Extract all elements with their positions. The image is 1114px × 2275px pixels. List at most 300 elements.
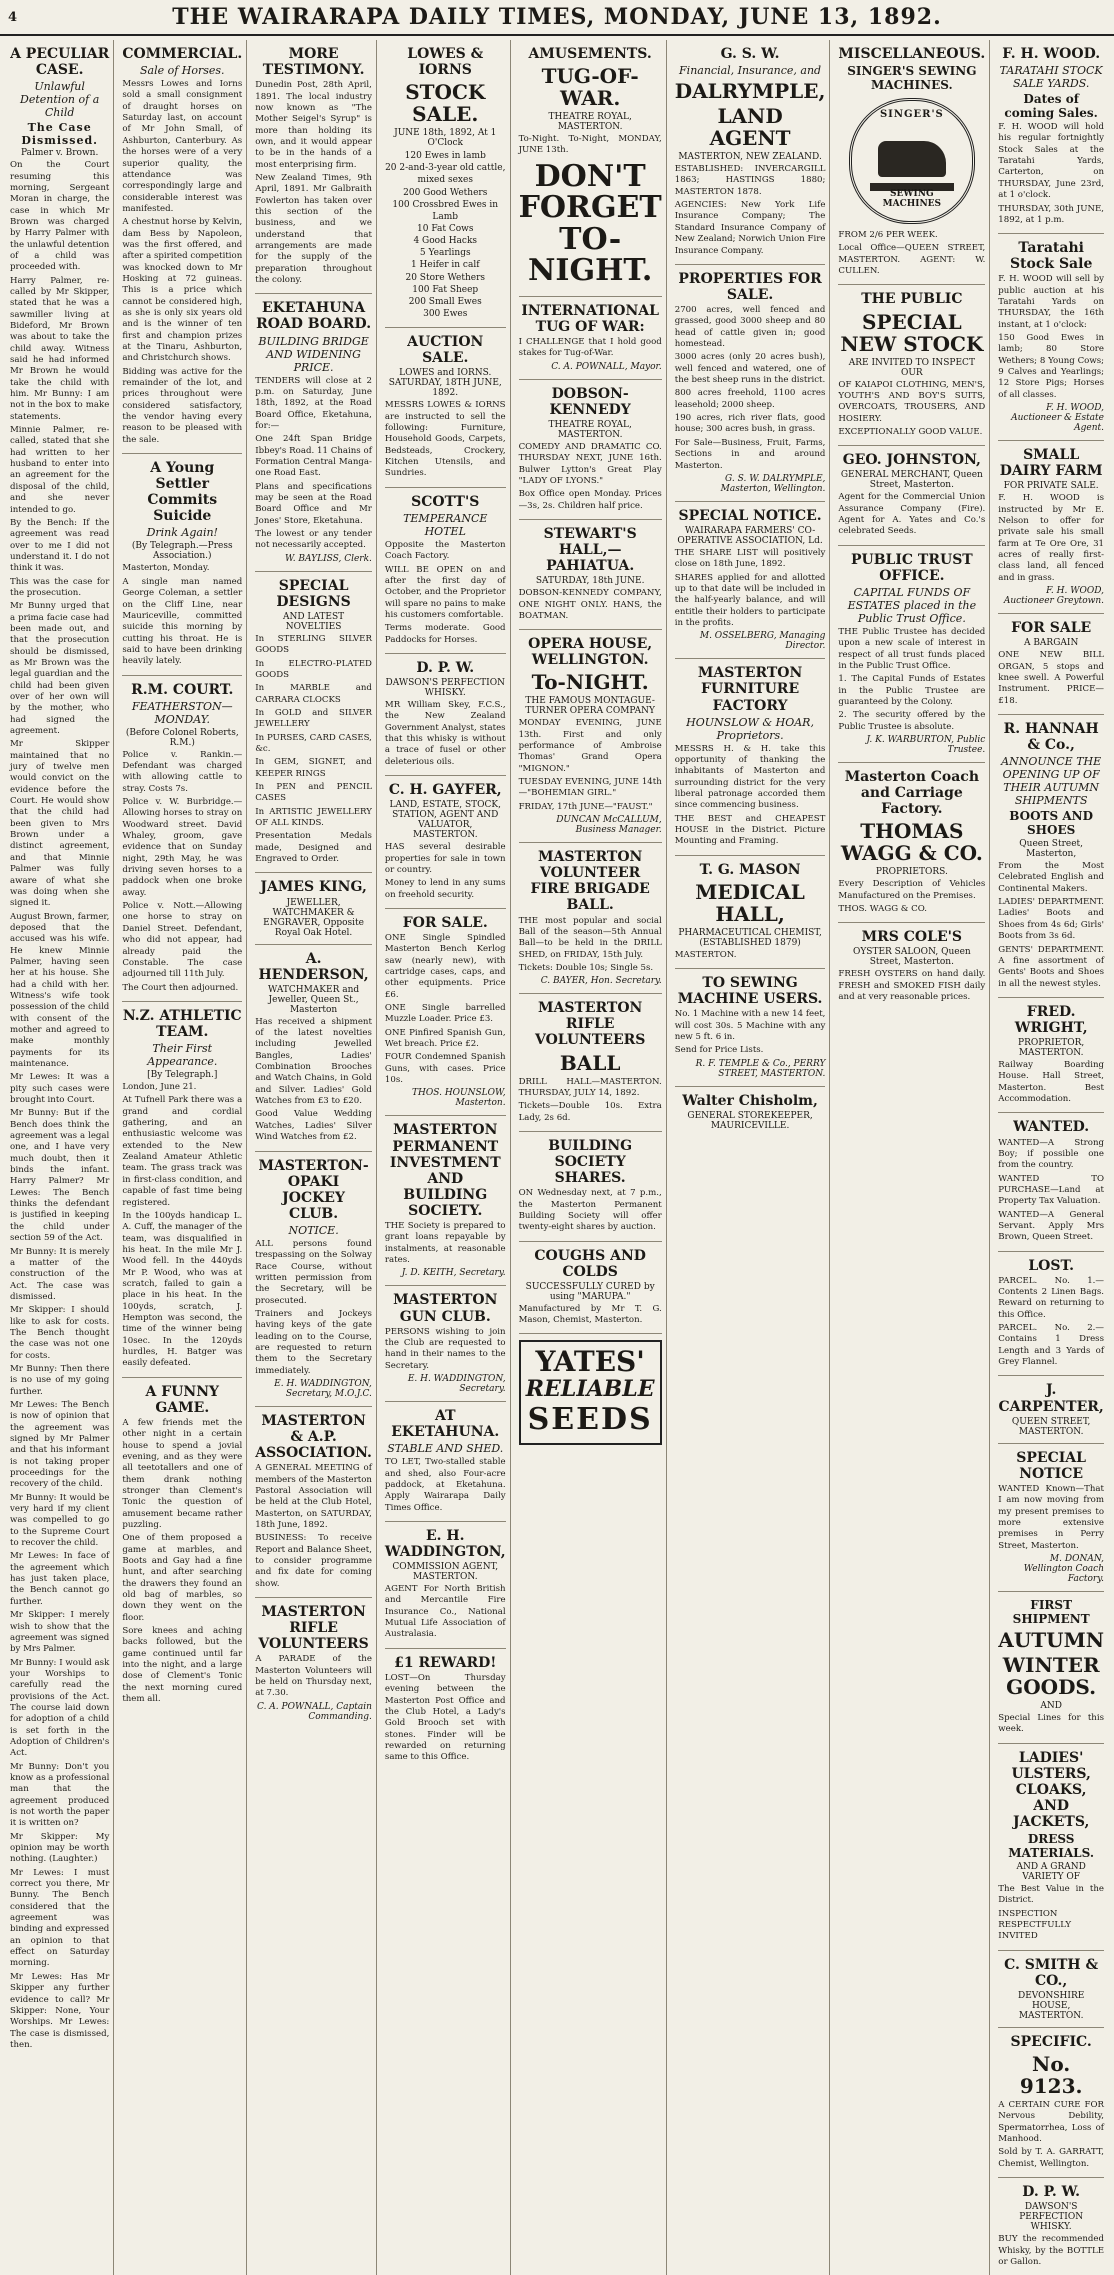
advertisement <box>998 1376 1104 1443</box>
ad-subheading: STABLE AND SHED. <box>387 1442 504 1456</box>
article-paragraph: In ELECTRO-PLATED GOODS <box>255 658 372 680</box>
ad-heading: R. HANNAH & Co., <box>1003 720 1099 753</box>
newspaper-column <box>118 40 247 2275</box>
stock-list-item: 300 Ewes <box>423 309 468 320</box>
article-paragraph: Masterton, Monday. <box>122 563 210 574</box>
article-paragraph: MESSRS LOWES & IORNS are instructed to sell the following: Furniture, Household Goods, Carpets, Bedsteads, Crockery, Kitchen Utensils, and Sundries. <box>384 400 506 479</box>
article-paragraph: AGENCIES: New York Life Insurance Company; The Standard Insurance Company of New Zealand; Norwich Union Fire Insurance Company. <box>674 200 826 256</box>
article-paragraph: AGENT For North British and Mercantile Fire Insurance Co., National Mutual Life Association of Australasia. <box>384 1584 506 1640</box>
advertisement <box>385 1649 506 1771</box>
article-paragraph: TUESDAY EVENING, JUNE 14th—"BOHEMIAN GIRL." <box>518 777 662 799</box>
advertisement <box>519 994 662 1132</box>
article-paragraph: FOUR Condemned Spanish Guns, with cases. Price 10s. <box>384 1052 506 1086</box>
ad-heading: MASTERTON & A.P. ASSOCIATION. <box>255 1413 372 1462</box>
ad-heading-secondary: FIRST SHIPMENT <box>1012 1597 1090 1626</box>
stock-list-item: 100 Crossbred Ewes in Lamb <box>392 199 499 222</box>
newspaper-column <box>251 40 377 2275</box>
ad-subheading: TEMPERANCE HOTEL <box>403 511 488 538</box>
ad-note: SUCCESSFULLY CURED by using "MARUPA." <box>525 1281 655 1302</box>
ad-note: DAWSON'S PERFECTION WHISKY. <box>385 678 505 699</box>
ad-heading: MASTERTON-OPAKI JOCKEY CLUB. <box>258 1157 369 1222</box>
article-paragraph: SHARES applied for and allotted up to that date will be included in the half-yearly balance, and will entitle their holders to participate in the profits. <box>674 572 826 628</box>
article-paragraph: MONDAY EVENING, JUNE 13th. First and only performance of Ambroise Thomas' Grand Opera "MIGNON." <box>518 718 662 774</box>
advertisement <box>385 1522 506 1649</box>
article-paragraph: Mr Skipper maintained that no jury of twelve men would convict on the evidence before the Court. He would show that the child had been given to Mrs Brown under a distinct agreement, and that Minnie Palmer was fully aware of what she was doing when she signed it. <box>10 739 110 909</box>
article-paragraph: One 24ft Span Bridge Ibbey's Road. 11 Chains of Formation Central Manga-one Road East. <box>255 434 372 479</box>
article-paragraph: LADIES' DEPARTMENT. Ladies' Boots and Shoes from 4s 6d; Girls' Boots from 3s 6d. <box>998 897 1104 942</box>
article-paragraph: Every Description of Vehicles Manufactured on the Premises. <box>838 879 986 901</box>
ad-heading-secondary: SINGER'S SEWING MACHINES. <box>847 64 977 93</box>
ad-heading: MASTERTON FURNITURE FACTORY <box>697 665 803 714</box>
article-paragraph: Plans and specifications may be seen at the Road Board Office and Mr Jones' Store, Eketahuna. <box>255 481 372 526</box>
ad-display-line: To-NIGHT. <box>531 670 649 695</box>
article-paragraph: A single man named George Coleman, a settler on the Cliff Line, near Mauriceville, committed suicide this morning by cutting his throat. He is said to have been drinking heavily lately. <box>122 576 243 667</box>
advertisement <box>385 909 506 1117</box>
article-paragraph: Tickets: Double 10s; Single 5s. <box>518 962 654 973</box>
advertisement <box>675 659 826 855</box>
advertisement <box>998 715 1104 998</box>
advertisement <box>385 40 506 328</box>
stock-list-item: 120 Ewes in lamb <box>404 151 486 162</box>
advertisement <box>838 763 985 923</box>
newspaper-column <box>515 40 667 2275</box>
article-paragraph: Agent for the Commercial Union Assurance Company (Fire). Agent for A. Yates and Co.'s celebrated Seeds. <box>838 492 986 537</box>
article-paragraph: ONE NEW BILL ORGAN, 5 stops and knee swell. A Powerful Instrument. PRICE—£18. <box>998 650 1104 706</box>
ad-subheading: CAPITAL FUNDS OF ESTATES placed in the Public Trust Office. <box>847 585 977 625</box>
advertisement <box>255 945 372 1152</box>
article-paragraph: The Best Value in the District. <box>998 1884 1104 1906</box>
ad-note: AND <box>1040 1700 1062 1711</box>
article-paragraph: GENTS' DEPARTMENT. A fine assortment of Gents' Boots and Shoes in all the newest styles. <box>998 944 1104 989</box>
ad-heading: MASTERTON GUN CLUB. <box>393 1292 498 1325</box>
advertisement <box>519 630 662 843</box>
stock-list-item: 20 2-and-3-year old cattle, mixed sexes <box>385 163 506 186</box>
ad-heading: D. P. W. <box>1022 2184 1081 2201</box>
ad-signature: E. H. WADDINGTON, Secretary. <box>407 1373 506 1394</box>
ad-note: DEVONSHIRE HOUSE, MASTERTON. <box>1018 1990 1085 2021</box>
article-paragraph: On the Court resuming this morning, Sergeant Moran in charge, the case in which Mr Brown was charged by Harry Palmer with the unlawful detention of a child was proceeded with. <box>10 160 110 273</box>
article-paragraph: LOST—On Thursday evening between the Masterton Post Office and the Club Hotel, a Lady's Gold Brooch set with stones. Finder will be rewarded on returning same to this Office. <box>384 1672 506 1763</box>
article-paragraph: PARCEL. No. 1.—Contents 2 Linen Bags. Reward on returning to this Office. <box>998 1275 1104 1320</box>
advertisement <box>385 328 506 488</box>
article-paragraph: Terms moderate. Good Paddocks for Horses. <box>384 623 506 645</box>
machine-label-top: SINGER'S <box>879 109 944 121</box>
advertisement <box>675 969 826 1087</box>
ad-signature: C. A. POWNALL, Mayor. <box>551 361 662 372</box>
advertisement <box>998 614 1104 715</box>
advertisement <box>385 488 506 654</box>
ad-subheading: HOUNSLOW & HOAR, Proprietors. <box>686 715 814 742</box>
ad-note: [By Telegraph.] <box>147 1070 218 1081</box>
advertisement <box>385 1402 506 1522</box>
advertisement <box>385 1286 506 1402</box>
ad-note: OYSTER SALOON, Queen Street, Masterton. <box>852 947 971 968</box>
advertisement <box>519 380 662 520</box>
article-paragraph: No. 1 Machine with a new 14 feet, will cost 30s. 5 Machine with any new 5 ft. 6 in. <box>674 1009 826 1043</box>
ad-signature: G. S. W. DALRYMPLE, Masterton, Wellington. <box>720 473 826 494</box>
article-paragraph: Send for Price Lists. <box>674 1045 764 1056</box>
ad-subheading: NOTICE. <box>288 1223 339 1237</box>
ad-note: GENERAL STOREKEEPER, MAURICEVILLE. <box>687 1110 813 1131</box>
article-paragraph: HAS several desirable properties for sale in town or country. <box>384 842 506 875</box>
advertisement <box>519 1242 662 1335</box>
article-paragraph: In PEN and PENCIL CASES <box>255 782 372 804</box>
article-paragraph: Money to lend in any sums on freehold security. <box>384 878 506 900</box>
ad-note: PROPRIETORS. <box>875 867 948 878</box>
ad-heading: MORE TESTIMONY. <box>262 46 365 79</box>
ad-signature: W. BAYLISS, Clerk. <box>285 553 372 564</box>
ad-signature: M. DONAN, Wellington Coach Factory. <box>1023 1553 1104 1584</box>
ad-signature: THOS. HOUNSLOW, Masterton. <box>412 1088 506 1109</box>
advertisement <box>255 873 372 944</box>
ad-subheading: ANNOUNCE THE OPENING UP OF THEIR AUTUMN SHIPMENTS <box>1001 755 1102 808</box>
ad-heading: SPECIAL DESIGNS <box>276 577 351 610</box>
stock-list <box>385 150 506 320</box>
ad-heading: G. S. W. <box>720 46 780 62</box>
ad-heading: R.M. COURT. <box>131 681 234 698</box>
ad-heading: MASTERTON PERMANENT INVESTMENT AND BUILDING SOCIETY. <box>389 1122 501 1219</box>
article-paragraph: 3000 acres (only 20 acres bush), well fenced and watered, one of the best sheep runs in the district. <box>674 352 826 386</box>
ad-display-line-large: DON'T FORGET TO-NIGHT. <box>518 158 662 289</box>
advertisement <box>255 1152 372 1408</box>
article-paragraph: Opposite the Masterton Coach Factory. <box>384 539 506 562</box>
ad-heading: A FUNNY GAME. <box>145 1383 220 1416</box>
article-paragraph: In GOLD and SILVER JEWELLERY <box>255 707 372 730</box>
article-paragraph: At Tufnell Park there was a grand and cordial gathering, and an enthusiastic welcome was extended to the New Zealand Amateur Athletic team. The grass track was in first-class condition, and capable of fast time being registered. <box>122 1095 243 1208</box>
newspaper-column <box>834 40 990 2275</box>
advertisement <box>122 40 242 454</box>
ad-heading: DOBSON-KENNEDY <box>549 385 631 418</box>
ad-heading: T. G. MASON <box>699 861 801 878</box>
article-paragraph: FROM 2/6 PER WEEK. <box>838 230 938 241</box>
stock-list-item: 5 Yearlings <box>419 248 471 259</box>
ad-signature: F. H. WOOD, Auctioneer & Estate Agent. <box>1011 403 1104 434</box>
advertisement <box>519 520 662 630</box>
article-paragraph: ONE Single barrelled Muzzle Loader. Price £3. <box>384 1003 506 1025</box>
article-paragraph: Mr Bunny urged that a prima facie case had been made out, and that the prosecution should be dismissed, as Mr Brown was the legal guardian and the child had been given over of her own will by the mother, who had signed the agreement. <box>10 601 110 737</box>
ad-subheading: Unlawful Detention of a Child <box>20 80 100 120</box>
advertisement <box>519 1132 662 1242</box>
advertisement <box>122 1378 242 1713</box>
article-paragraph: The lowest or any tender not necessarily accepted. <box>255 529 372 551</box>
ad-heading: C. SMITH & CO., <box>1004 1956 1099 1989</box>
masthead <box>0 0 1114 36</box>
article-paragraph: Mr Bunny: It would be very hard if my client was compelled to go to the Supreme Court to recover the child. <box>10 1492 110 1549</box>
ad-heading: Taratahi Stock Sale <box>1009 240 1093 273</box>
ad-heading: EKETAHUNA ROAD BOARD. <box>256 300 372 333</box>
stock-list-item: 4 Good Hacks <box>413 236 478 247</box>
article-paragraph: 150 Good Ewes in lamb; 80 Store Wethers; 8 Young Cows; 9 Calves and Yearlings; 12 Store Pigs; Horses of all classes. <box>998 333 1104 400</box>
advertisement <box>998 441 1104 614</box>
stock-list-item: 200 Good Wethers <box>403 187 488 198</box>
article-paragraph: Sore knees and aching backs followed, but the game continued until far into the night, and a large dose of Clement's Tonic the next morning cured them all. <box>122 1626 243 1705</box>
article-paragraph: Bidding was active for the remainder of the lot, and prices throughout were considered satisfactory, the vendor having every reason to be pleased with the sale. <box>122 366 243 445</box>
article-paragraph: For Sale—Business, Fruit, Farms, Sections in and around Masterton. <box>674 437 826 471</box>
ad-note: WAIRARAPA FARMERS' CO-OPERATIVE ASSOCIATION, Ld. <box>677 525 823 546</box>
article-paragraph: WILL BE OPEN on and after the first day of October, and the Proprietor will spare no pains to make his customers comfortable. <box>384 564 506 620</box>
article-paragraph: Box Office open Monday. Prices—3s, 2s. Children half price. <box>518 489 662 511</box>
ad-subheading: TARATAHI STOCK SALE YARDS. <box>999 64 1103 91</box>
article-paragraph: August Brown, farmer, deposed that the accused was his wife. He knew Minnie Palmer, having seen her at his house. She had a child with her. Witness's wife took possession of the child with consent of the mother and agreed to make monthly payments for its maintenance. <box>10 911 110 1069</box>
advertisement <box>255 1407 372 1598</box>
article-paragraph: WANTED—A Strong Boy; if possible one from the country. <box>998 1137 1104 1171</box>
advertisement <box>519 40 662 297</box>
newspaper-column <box>6 40 114 2275</box>
article-paragraph: THE most popular and social Ball of the season—5th Annual Ball—to be held in the DRILL SHED, on FRIDAY, 15th July. <box>518 915 662 960</box>
article-paragraph: Mr Lewes: Has Mr Skipper any further evidence to call? Mr Skipper: None, Your Worships. Mr Lewes: The case is dismissed, then. <box>10 1971 110 2050</box>
yates-seeds-advert <box>519 1340 662 1445</box>
ad-heading: THE PUBLIC <box>861 291 963 308</box>
article-paragraph: Harry Palmer, re-called by Mr Skipper, stated that he was a sawmiller living at Bideford, Mr Brown was about to take the child away. Witness said he had informed Mr Brown he would take the child with him. Mr Bunny: I am not in the box to make statements. <box>10 275 110 422</box>
ad-heading: PUBLIC TRUST OFFICE. <box>850 551 973 584</box>
ad-heading: N.Z. ATHLETIC TEAM. <box>122 1007 242 1040</box>
ad-heading: COUGHS AND COLDS <box>534 1247 646 1280</box>
article-paragraph: DOBSON-KENNEDY COMPANY, ONE NIGHT ONLY. HANS, the BOATMAN. <box>518 588 662 621</box>
ad-heading: INTERNATIONAL TUG OF WAR: <box>521 302 659 335</box>
article-paragraph: Mr Bunny: Don't you know as a professional man that the agreement produced is not worth the paper it is written on? <box>10 1761 110 1829</box>
article-paragraph: Mr Lewes: In face of the agreement which has just taken place, the Bench cannot go further. <box>10 1551 110 1607</box>
article-paragraph: THURSDAY, 30th JUNE, 1892, at 1 p.m. <box>998 203 1104 225</box>
ad-note: LOWES and IORNS. SATURDAY, 18TH JUNE, 1892. <box>388 368 502 399</box>
advertisement <box>675 856 826 969</box>
article-paragraph: Presentation Medals made, Designed and Engraved to Order. <box>255 831 372 865</box>
ad-note: THEATRE ROYAL, MASTERTON. <box>548 419 632 440</box>
article-paragraph: DRILL HALL—MASTERTON. THURSDAY, JULY 14, 1892. <box>518 1076 662 1098</box>
advertisement <box>998 2028 1104 2178</box>
article-paragraph: WANTED Known—That I am now moving from my present premises to more extensive premises in Perry Street, Masterton. <box>998 1483 1104 1551</box>
article-paragraph: FRESH OYSTERS on hand daily. FRESH and SMOKED FISH daily and at very reasonable prices. <box>838 969 986 1003</box>
advertisement <box>675 265 826 502</box>
ad-heading: MASTERTON RIFLE VOLUNTEERS <box>534 1000 646 1049</box>
article-paragraph: Mr Lewes: I must correct you there, Mr Bunny. The Bench considered that the agreement was binding and expressed an opinion to that effect on Saturday morning. <box>10 1867 110 1969</box>
ad-heading-secondary: DRESS MATERIALS. <box>1008 1832 1095 1861</box>
advertisement <box>998 1592 1104 1744</box>
ad-heading: STEWART'S HALL,—PAHIATUA. <box>543 525 637 575</box>
advertisement <box>998 2178 1104 2275</box>
ad-heading: JAMES KING, <box>260 879 367 896</box>
advertisement <box>998 1444 1104 1592</box>
ad-heading: AT EKETAHUNA. <box>391 1407 500 1441</box>
article-paragraph: A GENERAL MEETING of members of the Masterton Pastoral Association will be held at the Club Hotel, Masterton, on SATURDAY, 18th June, 1892. <box>255 1463 372 1530</box>
page-title: THE WAIRARAPA DAILY TIMES, MONDAY, JUNE 13, 1892. <box>172 4 942 30</box>
ad-heading: LOWES & IORNS <box>407 46 484 79</box>
article-paragraph: Special Lines for this week. <box>998 1712 1104 1735</box>
article-paragraph: Police v. Rankin.—Defendant was charged with allowing cattle to stray. Costs 7s. <box>122 749 243 794</box>
ad-note: Queen Street, Masterton, <box>1019 839 1083 860</box>
columns <box>6 40 1108 2267</box>
ad-heading: FOR SALE <box>1011 620 1092 637</box>
ad-note: A BARGAIN <box>1023 638 1079 649</box>
article-paragraph: MASTERTON. <box>674 949 737 960</box>
ad-signature: C. A. POWNALL, Captain Commanding. <box>257 1701 372 1722</box>
advertisement <box>998 234 1104 441</box>
article-paragraph: Police v. Nott.—Allowing one horse to stray on Daniel Street. Defendant, who did not appear, had already paid the Constable. The case adjourned till 11th July. <box>122 901 243 980</box>
machine-label-bottom: SEWING MACHINES <box>882 189 942 210</box>
ad-subheading: Sale of Horses. <box>139 64 225 78</box>
article-paragraph: BUY the recommended Whisky, by the BOTTLE or Gallon. <box>998 2234 1104 2267</box>
ad-note: COMMISSION AGENT, MASTERTON. <box>392 1562 499 1583</box>
ad-heading: A PECULIAR CASE. <box>10 46 110 79</box>
article-paragraph: In STERLING SILVER GOODS <box>255 633 372 656</box>
stock-list-item: 20 Store Wethers <box>405 272 485 283</box>
ad-display-line: AUTUMN <box>998 1627 1104 1652</box>
ad-note: LAND, ESTATE, STOCK, STATION, AGENT AND VALUATOR, MASTERTON. <box>389 800 502 841</box>
ad-display-line: LAND AGENT <box>709 104 791 151</box>
ad-signature: M. OSSELBERG, Managing Director. <box>699 631 826 652</box>
article-paragraph: Local Office—QUEEN STREET, MASTERTON. AGENT: W. CULLEN. <box>838 243 986 277</box>
ad-heading: FRED. WRIGHT, <box>1014 1003 1088 1036</box>
ad-heading: GEO. JOHNSTON, <box>842 452 981 469</box>
article-paragraph: Messrs Lowes and Iorns sold a small consignment of draught horses on Saturday last, on account of Mr John Small, of Ashburton, Canterbury. As the horses were of a very superior quality, the attendance was correspondingly large and considerable interest was manifested. <box>122 79 243 214</box>
ad-heading: WANTED. <box>1013 1119 1090 1136</box>
article-paragraph: New Zealand Times, 9th April, 1891. Mr Galbraith Fowlerton has taken over this section of the business, and we understand that arrangements are made for the supply of the preparation throughout the colony. <box>255 172 372 286</box>
ad-heading: Masterton Coach and Carriage Factory. <box>844 769 979 818</box>
advertisement <box>998 1951 1104 2028</box>
ad-note: PHARMACEUTICAL CHEMIST, (ESTABLISHED 1879) <box>678 927 822 948</box>
article-paragraph: Mr Skipper: I should like to ask for costs. The Bench thought the case was not one for costs. <box>10 1305 110 1361</box>
newspaper-column <box>671 40 831 2275</box>
article-paragraph: This was the case for the prosecution. <box>10 576 110 598</box>
ad-heading: SPECIAL NOTICE. <box>678 507 822 524</box>
article-paragraph: By the Bench: If the agreement was read over to me I did not understand it. I do not think it was. <box>10 517 110 574</box>
ad-note: PROPRIETOR, MASTERTON. <box>1018 1038 1085 1059</box>
ad-heading: A. HENDERSON, <box>258 950 369 983</box>
article-paragraph: Mr Bunny: Then there is no use of my going further. <box>10 1363 110 1397</box>
article-paragraph: ESTABLISHED: INVERCARGILL 1863; HASTINGS 1880; MASTERTON 1878. <box>674 164 826 197</box>
ad-display-line: No. 9123. <box>1019 2052 1083 2099</box>
article-paragraph: In the 100yds handicap L. A. Cuff, the manager of the team, was disqualified in his heat. In the mile Mr J. Wood fell. In the 440yds Mr P. Wood, who was at scratch, failed to gain a place in his heat. In the 100yds, scratch, J. Hempton was second, the time of the winner being 10sec. In the 120yds hurdles, H. Batger was easily defeated. <box>122 1210 243 1369</box>
article-paragraph: A CERTAIN CURE FOR Nervous Debility, Spermatorrhea, Loss of Manhood. <box>998 2100 1104 2145</box>
ad-heading: AMUSEMENTS. <box>528 46 652 62</box>
advertisement <box>255 1598 372 1729</box>
ad-signature: R. F. TEMPLE & Co., PERRY STREET, MASTERTON. <box>695 1058 826 1079</box>
advertisement <box>998 1252 1104 1377</box>
page-number: 4 <box>8 10 18 25</box>
article-paragraph: BUSINESS: To receive Report and Balance Sheet, to consider programme and fix date for coming show. <box>255 1533 372 1589</box>
ad-heading: MASTERTON RIFLE VOLUNTEERS <box>258 1604 369 1653</box>
stock-list-item: 100 Fat Sheep <box>412 284 479 295</box>
article-paragraph: A chestnut horse by Kelvin, dam Bess by Napoleon, was the first offered, and after a spirited competition was knocked down to Mr Hosking at 72 guineas. This is a price which cannot be considered high, as she is only six years old and is the winner of ten first and champion prizes at the Tinaru, Ashburton, and Christchurch shows. <box>122 217 243 364</box>
ad-signature: J. D. KEITH, Secretary. <box>401 1268 506 1279</box>
ad-heading: FOR SALE. <box>402 914 488 931</box>
article-paragraph: Mr Lewes: It was a pity such cases were brought into Court. <box>10 1072 110 1106</box>
ad-note: (By Telegraph.—Press Association.) <box>131 541 233 562</box>
advertisement <box>10 40 109 2058</box>
ad-display-line: TUG-OF-WAR. <box>541 64 639 111</box>
advertisement <box>385 654 506 776</box>
article-paragraph: Mr Bunny: It is merely a matter of the construction of the Act. The case was dismissed. <box>10 1246 110 1302</box>
ad-heading: SPECIAL NOTICE <box>1016 1449 1086 1482</box>
ad-heading: J. CARPENTER, <box>998 1382 1104 1415</box>
ad-heading: SCOTT'S <box>411 493 480 510</box>
article-paragraph: 190 acres, rich river flats, good house; 300 acres bush, in grass. <box>674 413 826 435</box>
ad-signature: E. H. WADDINGTON, Secretary, M.O.J.C. <box>274 1379 372 1399</box>
article-paragraph: A few friends met the other night in a certain house to spend a jovial evening, and as they were all teetotallers and one of them drank nothing stronger than Clement's Tonic the question of amusement became rather puzzling. <box>122 1417 243 1530</box>
newspaper-column <box>994 40 1108 2275</box>
article-paragraph: Police v. W. Burbridge.—Allowing horses to stray on Woodward street. David Whaley, groom, gave evidence that on Sunday night, 29th May, he was driving seven horses to a paddock when one broke away. <box>122 797 243 898</box>
article-paragraph: Mr Skipper: I merely wish to show that the agreement was signed by Mrs Palmer. <box>10 1610 110 1655</box>
article-paragraph: F. H. WOOD will hold his regular fortnightly Stock Sales at the Taratahi Yards, Carterton, on THURSDAY, June 23rd, at 1 o'clock. <box>998 122 1104 201</box>
ad-heading: COMMERCIAL. <box>122 46 243 62</box>
ad-heading: D. P. W. <box>416 659 475 676</box>
advertisement <box>255 294 372 571</box>
ad-heading: MASTERTON VOLUNTEER FIRE BRIGADE BALL. <box>530 849 650 914</box>
article-paragraph: 800 acres freehold, 1100 acres leasehold; 2000 sheep. <box>674 388 826 410</box>
article-paragraph: Manufactured by Mr T. G. Mason, Chemist, Masterton. <box>518 1303 662 1326</box>
article-paragraph: A PARADE of the Masterton Volunteers will be held on Thursday next, at 7.30. <box>255 1654 372 1699</box>
advertisement <box>255 40 372 294</box>
article-paragraph: PARCEL. No. 2.—Contains 1 Dress Length and 3 Yards of Grey Flannel. <box>998 1323 1104 1368</box>
ad-note: AND A GRAND VARIETY OF <box>1016 1862 1086 1883</box>
seeds-line-1: YATES' <box>535 1345 645 1379</box>
advertisement <box>255 572 372 874</box>
article-paragraph: ALL persons found trespassing on the Solway Race Course, without written permission from the Secretary, will be prosecuted. <box>255 1238 372 1306</box>
article-paragraph: Trainers and Jockeys having keys of the gate leading on to the Course, are requested to return them to the Secretary immediately. <box>255 1308 372 1376</box>
advertisement <box>838 546 985 763</box>
sewing-machine-illustration <box>849 98 975 224</box>
ad-signature: J. K. WARBURTON, Public Trustee. <box>866 735 986 756</box>
ad-display-line: SPECIAL NEW STOCK <box>840 309 984 356</box>
ad-heading: TO SEWING MACHINE USERS. <box>677 975 823 1008</box>
ad-heading: LOST. <box>1028 1257 1074 1274</box>
article-paragraph: Minnie Palmer, re-called, stated that she had written to her husband to enter into an agreement for the disposal of the child, and she never intended to go. <box>10 425 110 515</box>
article-paragraph: WANTED TO PURCHASE—Land at Property Tax Valuation. <box>998 1173 1104 1207</box>
stock-list-item: 200 Small Ewes <box>408 296 482 307</box>
article-paragraph: THE SHARE LIST will positively close on 18th June, 1892. <box>674 547 826 570</box>
ad-note: AND LATEST NOVELTIES <box>282 611 345 632</box>
ad-subheading: FEATHERSTON—MONDAY. <box>131 699 233 726</box>
ad-heading: A Young Settler Commits Suicide <box>147 460 218 525</box>
article-paragraph: PERSONS wishing to join the Club are requested to hand in their names to the Secretary. <box>384 1326 506 1371</box>
ad-heading: SPECIFIC. <box>1010 2033 1092 2050</box>
article-paragraph: To-Night. To-Night, MONDAY, JUNE 13th. <box>518 134 662 156</box>
advertisement <box>675 40 826 265</box>
advertisement <box>675 502 826 660</box>
seeds-line-2: RELIABLE <box>525 1376 655 1403</box>
article-paragraph: In MARBLE and CARRARA CLOCKS <box>255 683 372 705</box>
ad-heading-secondary: BOOTS AND SHOES <box>1009 809 1094 838</box>
article-paragraph: 2. The security offered by the Public Trustee is absolute. <box>838 710 986 732</box>
article-paragraph: COMEDY AND DRAMATIC CO. THURSDAY NEXT, JUNE 16th. Bulwer Lytton's Great Play "LADY OF LYONS." <box>518 441 662 486</box>
advertisement <box>998 998 1104 1114</box>
ad-display-line: THOMAS WAGG & CO. <box>840 819 983 866</box>
article-paragraph: Tickets—Double 10s. Extra Lady, 2s 6d. <box>518 1101 662 1123</box>
advertisement <box>385 776 506 909</box>
ad-display-line: STOCK SALE. <box>405 80 486 127</box>
ad-note: ARE INVITED TO INSPECT OUR <box>848 357 975 378</box>
ad-heading: PROPERTIES FOR SALE. <box>678 270 822 303</box>
article-paragraph: 1. The Capital Funds of Estates in the Public Trustee are guaranteed by the Colony. <box>838 674 986 707</box>
article-paragraph: 2700 acres, well fenced and grassed, good 3000 sheep and 80 head of cattle given in; good homestead. <box>674 305 826 350</box>
machine-body-icon <box>878 141 946 177</box>
advertisement <box>838 446 985 545</box>
ad-subheading: BUILDING BRIDGE AND WIDENING PRICE. <box>258 334 369 374</box>
article-paragraph: The Court then adjourned. <box>122 982 239 993</box>
article-paragraph: Sold by T. A. GARRATT, Chemist, Wellington. <box>998 2147 1104 2169</box>
article-paragraph: FRIDAY, 17th JUNE—"FAUST." <box>518 801 653 812</box>
ad-heading: OPERA HOUSE, WELLINGTON. <box>528 636 653 669</box>
ad-subheading: Their First Appearance. <box>147 1042 218 1069</box>
article-paragraph: In PURSES, CARD CASES, &c. <box>255 732 372 754</box>
advertisement <box>998 40 1104 234</box>
ad-heading: C. H. GAYFER, <box>388 782 502 799</box>
advertisement <box>838 285 985 446</box>
ad-note: DAWSON'S PERFECTION WHISKY. <box>1019 2202 1084 2233</box>
article-paragraph: THE Public Trustee has decided upon a new scale of interest in respect of all trust funds placed in the Public Trust Office. <box>838 626 986 671</box>
ad-heading: £1 REWARD! <box>394 1654 497 1671</box>
advertisement <box>998 1744 1104 1951</box>
article-paragraph: Mr Lewes: The Bench is now of opinion that the agreement was signed by Mr Palmer and that his informant is not taking proper proceedings for the recovery of the child. <box>10 1399 110 1490</box>
